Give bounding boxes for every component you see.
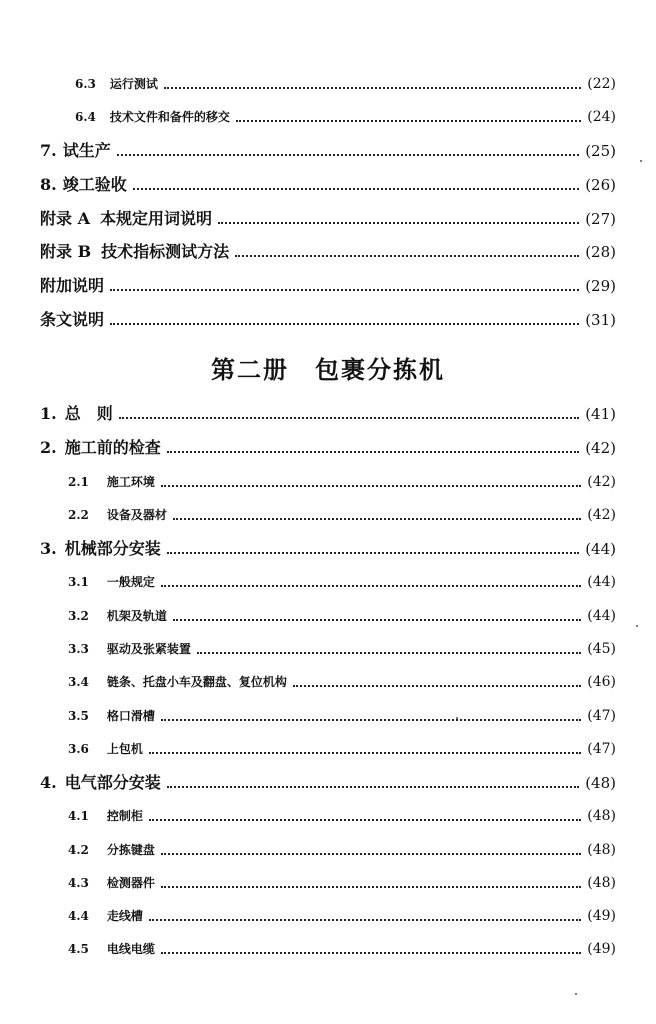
toc-entry bbox=[68, 733, 616, 759]
toc-leader-dots bbox=[293, 684, 581, 687]
toc-entry bbox=[40, 135, 616, 161]
toc-entry bbox=[68, 933, 616, 959]
toc-entry bbox=[68, 466, 616, 492]
toc-entry-title: 分拣键盘 bbox=[106, 843, 155, 857]
scan-speck bbox=[575, 993, 577, 995]
toc-leader-dots bbox=[161, 951, 581, 954]
toc-entry-number: 3.1 bbox=[68, 575, 89, 589]
toc-entry-number: 附录 B bbox=[40, 242, 92, 261]
toc-entry bbox=[68, 666, 616, 692]
toc-entry-title: 检测器件 bbox=[106, 876, 155, 890]
scan-speck bbox=[636, 625, 638, 627]
toc-entry-number: 2.1 bbox=[68, 475, 89, 489]
toc-entry-title: 试生产 bbox=[62, 141, 111, 160]
toc-leader-dots bbox=[167, 551, 579, 554]
toc-entry-title: 技术指标测试方法 bbox=[101, 242, 230, 261]
toc-leader-dots bbox=[173, 618, 581, 621]
toc-entry-number: 4.5 bbox=[68, 942, 89, 956]
toc-leader-dots bbox=[218, 221, 579, 224]
toc-entry-title: 设备及器材 bbox=[106, 508, 167, 522]
toc-entry-number: 7. bbox=[40, 141, 57, 160]
toc-entry-page: (42) bbox=[585, 439, 616, 457]
toc-entry-page: (48) bbox=[587, 808, 616, 824]
toc-entry-number: 3.3 bbox=[68, 642, 89, 656]
toc-entry bbox=[40, 236, 616, 262]
toc-entry-number: 3.2 bbox=[68, 609, 89, 623]
toc-entry-page: (44) bbox=[587, 574, 616, 590]
toc-leader-dots bbox=[236, 119, 581, 122]
toc-entry-page: (25) bbox=[585, 142, 616, 160]
toc-entry bbox=[40, 304, 616, 330]
toc-leader-dots bbox=[167, 785, 579, 788]
toc-entry-page: (49) bbox=[587, 941, 616, 957]
toc-entry-number: 2. bbox=[40, 438, 57, 457]
toc-entry-title: 运行测试 bbox=[109, 77, 158, 91]
toc-entry-page: (48) bbox=[587, 842, 616, 858]
toc-entry-page: (27) bbox=[585, 210, 616, 228]
toc-entry-page: (31) bbox=[585, 311, 616, 329]
toc-leader-dots bbox=[161, 852, 581, 855]
toc-entry-title: 走线槽 bbox=[106, 909, 143, 923]
toc-entry-title: 条文说明 bbox=[40, 310, 105, 329]
toc-entry bbox=[68, 834, 616, 860]
toc-entry-title: 控制柜 bbox=[106, 809, 143, 823]
toc-entry-number: 2.2 bbox=[68, 508, 89, 522]
toc-entry bbox=[40, 398, 616, 424]
toc-entry-number: 4. bbox=[40, 773, 57, 792]
toc-leader-dots bbox=[167, 450, 579, 453]
toc-leader-dots bbox=[119, 416, 579, 419]
toc-entry bbox=[40, 533, 616, 559]
toc-entry-number: 8. bbox=[40, 175, 57, 194]
section-heading: 第二册 包裹分拣机 bbox=[211, 355, 445, 384]
toc-entry bbox=[68, 867, 616, 893]
toc-entry-title: 电线电缆 bbox=[106, 942, 155, 956]
toc-entry-title: 链条、托盘小车及翻盘、复位机构 bbox=[106, 675, 287, 689]
toc-entry bbox=[68, 499, 616, 525]
toc-entry-page: (49) bbox=[587, 908, 616, 924]
toc-entry-page: (41) bbox=[585, 405, 616, 423]
toc-leader-dots bbox=[235, 254, 579, 257]
toc-entry-number: 4.4 bbox=[68, 909, 89, 923]
toc-entry-number: 3.5 bbox=[68, 709, 89, 723]
toc-entry bbox=[68, 633, 616, 659]
toc-entry-page: (22) bbox=[587, 76, 616, 92]
toc-leader-dots bbox=[161, 484, 581, 487]
toc-entry bbox=[40, 169, 616, 195]
toc-entry-page: (26) bbox=[585, 176, 616, 194]
toc-entry-number: 3.4 bbox=[68, 675, 89, 689]
toc-leader-dots bbox=[149, 818, 581, 821]
toc-entry-title: 施工前的检查 bbox=[64, 438, 161, 457]
toc-entry-title: 驱动及张紧装置 bbox=[106, 642, 191, 656]
scan-speck bbox=[456, 717, 458, 719]
toc-leader-dots bbox=[133, 187, 579, 190]
toc-entry-title: 竣工验收 bbox=[62, 175, 127, 194]
toc-entry-number: 6.3 bbox=[75, 77, 96, 91]
toc-entry-page: (44) bbox=[587, 608, 616, 624]
toc-entry bbox=[75, 68, 616, 94]
toc-entry bbox=[40, 767, 616, 793]
toc-entry bbox=[68, 566, 616, 592]
toc-entry-number: 4.3 bbox=[68, 876, 89, 890]
toc-entry bbox=[68, 600, 616, 626]
toc-entry-number: 附录 A bbox=[40, 209, 90, 228]
toc-entry bbox=[68, 900, 616, 926]
toc-entry-page: (46) bbox=[587, 674, 616, 690]
toc-entry-title: 电气部分安装 bbox=[64, 773, 161, 792]
toc-entry-page: (45) bbox=[587, 641, 616, 657]
toc-entry-title: 上包机 bbox=[106, 742, 143, 756]
toc-entry-number: 1. bbox=[40, 404, 57, 423]
toc-entry-number: 4.2 bbox=[68, 843, 89, 857]
toc-entry-page: (28) bbox=[585, 243, 616, 261]
toc-entry bbox=[40, 432, 616, 458]
toc-leader-dots bbox=[161, 584, 581, 587]
toc-entry-title: 技术文件和备件的移交 bbox=[109, 110, 230, 124]
toc-entry bbox=[40, 203, 616, 229]
toc-entry-page: (42) bbox=[587, 507, 616, 523]
toc-leader-dots bbox=[110, 322, 579, 325]
toc-entry bbox=[68, 800, 616, 826]
toc-leader-dots bbox=[197, 651, 581, 654]
toc-entry-page: (47) bbox=[587, 708, 616, 724]
toc-entry-title: 总 则 bbox=[64, 404, 113, 423]
toc-entry-title: 一般规定 bbox=[106, 575, 155, 589]
toc-entry-page: (48) bbox=[587, 875, 616, 891]
toc-leader-dots bbox=[173, 517, 581, 520]
toc-entry-page: (47) bbox=[587, 741, 616, 757]
toc-leader-dots bbox=[117, 153, 579, 156]
scan-speck bbox=[640, 160, 642, 162]
toc-entry-page: (42) bbox=[587, 474, 616, 490]
toc-entry-number: 3.6 bbox=[68, 742, 89, 756]
toc-entry-page: (48) bbox=[585, 774, 616, 792]
toc-leader-dots bbox=[161, 885, 581, 888]
toc-entry-title: 机械部分安装 bbox=[64, 539, 161, 558]
toc-entry-title: 格口滑槽 bbox=[106, 709, 155, 723]
toc-entry-title: 附加说明 bbox=[40, 276, 105, 295]
toc-leader-dots bbox=[161, 718, 581, 721]
toc-leader-dots bbox=[164, 86, 581, 89]
toc-entry-title: 施工环境 bbox=[106, 475, 155, 489]
toc-entry-number: 6.4 bbox=[75, 110, 96, 124]
toc-leader-dots bbox=[149, 918, 581, 921]
toc-entry-number: 3. bbox=[40, 539, 57, 558]
toc-leader-dots bbox=[110, 288, 579, 291]
toc-entry-number: 4.1 bbox=[68, 809, 89, 823]
toc-entry bbox=[75, 101, 616, 127]
toc-entry-page: (24) bbox=[587, 109, 616, 125]
toc-entry-title: 本规定用词说明 bbox=[100, 209, 213, 228]
toc-entry bbox=[40, 270, 616, 296]
toc-entry-page: (29) bbox=[585, 277, 616, 295]
toc-leader-dots bbox=[149, 751, 581, 754]
toc-entry-title: 机架及轨道 bbox=[106, 609, 167, 623]
toc-entry-page: (44) bbox=[585, 540, 616, 558]
toc-entry bbox=[68, 700, 616, 726]
